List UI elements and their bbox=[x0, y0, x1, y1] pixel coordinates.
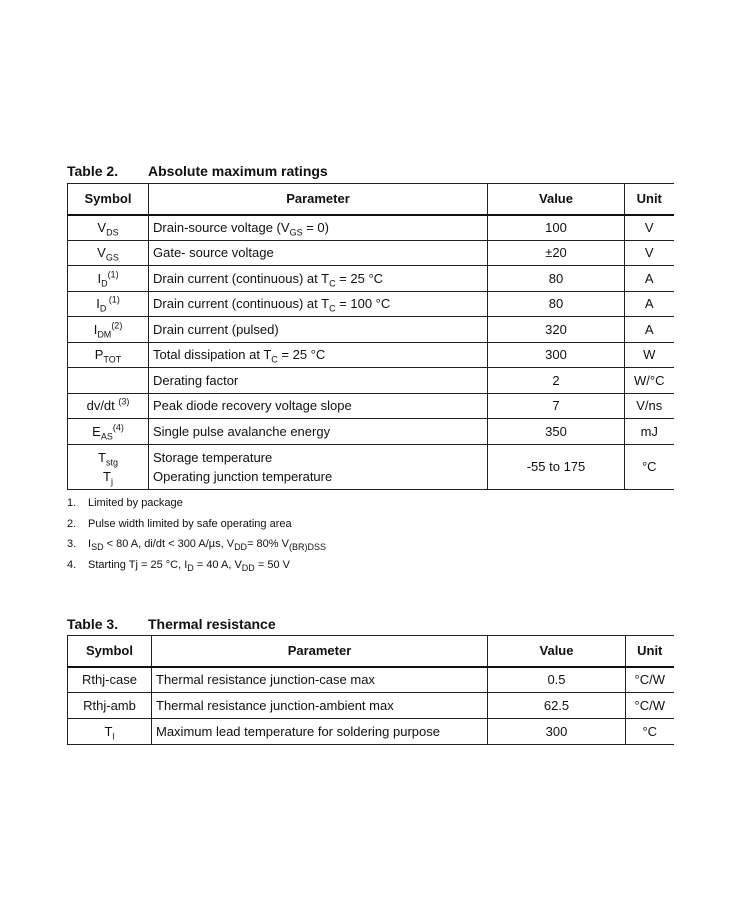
header-parameter: Parameter bbox=[152, 636, 488, 667]
symbol-subscript: TOT bbox=[103, 354, 122, 365]
value-cell: 2 bbox=[488, 368, 625, 394]
subscript: GS bbox=[289, 227, 303, 238]
table-row bbox=[68, 317, 674, 343]
text-part: Gate- source voltage bbox=[153, 245, 274, 261]
parameter-line: Operating junction temperature bbox=[153, 468, 333, 484]
symbol-main: T bbox=[98, 449, 106, 465]
symbol-main: I bbox=[97, 270, 102, 286]
subscript: D bbox=[187, 563, 194, 574]
parameter-cell bbox=[149, 317, 488, 343]
symbol-subscript: l bbox=[112, 731, 115, 742]
symbol-subscript: DS bbox=[106, 227, 119, 238]
symbol-main: I bbox=[93, 321, 98, 337]
symbol-main: T bbox=[104, 724, 113, 739]
parameter-cell bbox=[149, 393, 488, 419]
subscript: C bbox=[271, 354, 278, 365]
text-part: Peak diode recovery voltage slope bbox=[153, 398, 352, 414]
footnote bbox=[67, 516, 326, 537]
table-row bbox=[68, 719, 674, 745]
symbol-cell bbox=[68, 393, 149, 419]
value-cell: 7 bbox=[488, 393, 625, 419]
value-cell: 80 bbox=[488, 291, 625, 317]
unit-cell: A bbox=[625, 291, 674, 317]
subscript: C bbox=[329, 303, 336, 314]
header-parameter: Parameter bbox=[149, 184, 488, 215]
symbol-footnote-ref: (2) bbox=[111, 320, 123, 331]
parameter-cell bbox=[149, 240, 488, 266]
value-cell: ±20 bbox=[488, 240, 625, 266]
text-part: = 40 A, V bbox=[193, 559, 242, 572]
table-row bbox=[68, 419, 674, 445]
value-cell: 300 bbox=[488, 719, 626, 745]
text-part: = 100 °C bbox=[335, 296, 391, 312]
unit-cell: V bbox=[625, 240, 674, 266]
symbol-main: V bbox=[97, 220, 107, 235]
symbol-main: I bbox=[96, 296, 100, 312]
value-cell: 300 bbox=[488, 342, 625, 368]
table-row bbox=[68, 291, 674, 317]
symbol-main: E bbox=[92, 423, 101, 439]
symbol-cell bbox=[68, 266, 149, 292]
symbol-cell bbox=[68, 342, 149, 368]
symbol-subscript: D bbox=[99, 303, 107, 314]
text-part: Derating factor bbox=[153, 372, 239, 388]
text-part: Single pulse avalanche energy bbox=[153, 423, 331, 439]
table3-caption bbox=[67, 616, 276, 632]
value-cell: -55 to 175 bbox=[488, 444, 625, 489]
absolute-maximum-ratings-table bbox=[67, 183, 674, 490]
unit-cell: V/ns bbox=[625, 393, 674, 419]
footnote-number: 4. bbox=[67, 559, 77, 572]
value-cell: 350 bbox=[488, 419, 625, 445]
symbol-main: dv/dt bbox=[86, 398, 119, 414]
value-cell: 80 bbox=[488, 266, 625, 292]
text-part: = 0) bbox=[302, 220, 329, 235]
value-cell: 100 bbox=[488, 215, 625, 241]
symbol-main: Rthj-amb bbox=[83, 698, 136, 713]
table2-title: Absolute maximum ratings bbox=[148, 163, 328, 179]
parameter-cell bbox=[149, 342, 488, 368]
footnote-number: 1. bbox=[67, 497, 77, 509]
unit-cell: A bbox=[625, 266, 674, 292]
parameter-cell bbox=[149, 215, 488, 241]
text-part: < 80 A, di/dt < 300 A/µs, V bbox=[103, 538, 235, 551]
symbol-subscript: AS bbox=[100, 431, 113, 442]
symbol-line bbox=[72, 448, 144, 467]
parameter-cell bbox=[149, 444, 488, 489]
table2-caption bbox=[67, 163, 328, 179]
table-row bbox=[68, 266, 674, 292]
symbol-main: T bbox=[103, 468, 111, 484]
symbol-footnote-ref: (1) bbox=[107, 269, 119, 280]
symbol-cell bbox=[68, 444, 149, 489]
symbol-cell bbox=[68, 667, 152, 693]
header-unit: Unit bbox=[625, 184, 674, 215]
footnote bbox=[67, 495, 326, 516]
header-value: Value bbox=[488, 636, 626, 667]
parameter-cell bbox=[149, 368, 488, 394]
table-row bbox=[68, 693, 674, 719]
symbol-main: P bbox=[94, 347, 104, 363]
subscript: (BR)DSS bbox=[288, 542, 326, 553]
value-cell: 320 bbox=[488, 317, 625, 343]
parameter-cell bbox=[149, 291, 488, 317]
symbol-cell bbox=[68, 719, 152, 745]
symbol-main: V bbox=[97, 245, 106, 261]
text-part: = 25 °C bbox=[277, 347, 326, 363]
text-part: Total dissipation at T bbox=[153, 347, 272, 363]
symbol-cell bbox=[68, 291, 149, 317]
symbol-cell bbox=[68, 368, 149, 394]
header-value: Value bbox=[488, 184, 625, 215]
unit-cell: mJ bbox=[625, 419, 674, 445]
symbol-footnote-ref: (4) bbox=[112, 422, 124, 433]
table2-number: Table 2. bbox=[67, 163, 119, 179]
table-row bbox=[68, 342, 674, 368]
subscript: SD bbox=[91, 542, 104, 553]
footnote-number: 2. bbox=[67, 517, 77, 530]
text-part: I bbox=[88, 538, 92, 551]
text-part: Limited by package bbox=[88, 497, 183, 509]
symbol-cell bbox=[68, 419, 149, 445]
table3-title: Thermal resistance bbox=[148, 616, 276, 632]
table-row bbox=[68, 368, 674, 394]
unit-cell: V bbox=[625, 215, 674, 241]
table2-footnotes bbox=[67, 495, 326, 578]
text-part: Drain current (continuous) at T bbox=[153, 296, 330, 312]
text-part: Pulse width limited by safe operating area bbox=[88, 517, 292, 530]
subscript: C bbox=[329, 278, 336, 289]
parameter-cell: Thermal resistance junction-case max bbox=[152, 667, 488, 693]
symbol-cell bbox=[68, 317, 149, 343]
parameter-cell: Maximum lead temperature for soldering purpose bbox=[152, 719, 488, 745]
parameter-cell bbox=[149, 419, 488, 445]
table-row bbox=[68, 240, 674, 266]
table-row bbox=[68, 444, 674, 489]
symbol-subscript: GS bbox=[105, 252, 119, 263]
table-row bbox=[68, 667, 674, 693]
unit-cell: °C/W bbox=[626, 667, 674, 693]
parameter-line: Storage temperature bbox=[153, 449, 273, 465]
footnote bbox=[67, 557, 326, 578]
symbol-subscript: DM bbox=[97, 329, 112, 340]
parameter-cell bbox=[149, 266, 488, 292]
text-part: Starting Tj = 25 °C, I bbox=[88, 559, 188, 572]
header-symbol: Symbol bbox=[68, 184, 149, 215]
table-row bbox=[68, 215, 674, 241]
symbol-cell bbox=[68, 693, 152, 719]
symbol-subscript: stg bbox=[105, 457, 118, 468]
subscript: DD bbox=[241, 563, 255, 574]
thermal-resistance-table bbox=[67, 635, 674, 745]
unit-cell: A bbox=[625, 317, 674, 343]
unit-cell: °C bbox=[626, 719, 674, 745]
footnote bbox=[67, 536, 326, 557]
symbol-line bbox=[72, 467, 144, 486]
unit-cell: W bbox=[625, 342, 674, 368]
text-part: = 25 °C bbox=[335, 270, 384, 286]
unit-cell: °C bbox=[625, 444, 674, 489]
symbol-cell bbox=[68, 215, 149, 241]
subscript: DD bbox=[234, 542, 248, 553]
parameter-cell: Thermal resistance junction-ambient max bbox=[152, 693, 488, 719]
text-part: = 50 V bbox=[254, 559, 290, 572]
footnote-number: 3. bbox=[67, 538, 77, 551]
text-part: = 80% V bbox=[247, 538, 289, 551]
table-row bbox=[68, 393, 674, 419]
symbol-cell bbox=[68, 240, 149, 266]
symbol-subscript: D bbox=[101, 278, 108, 289]
unit-cell: W/°C bbox=[625, 368, 674, 394]
symbol-subscript: j bbox=[110, 476, 113, 487]
symbol-footnote-ref: (3) bbox=[118, 396, 130, 407]
header-unit: Unit bbox=[626, 636, 674, 667]
header-symbol: Symbol bbox=[68, 636, 152, 667]
symbol-main: Rthj-case bbox=[82, 672, 137, 688]
value-cell: 0.5 bbox=[488, 667, 626, 693]
unit-cell: °C/W bbox=[626, 693, 674, 719]
text-part: Drain-source voltage (V bbox=[153, 220, 290, 235]
text-part: Drain current (continuous) at T bbox=[153, 270, 330, 286]
text-part: Drain current (pulsed) bbox=[153, 321, 279, 337]
table3-number: Table 3. bbox=[67, 616, 119, 632]
value-cell: 62.5 bbox=[488, 693, 626, 719]
symbol-footnote-ref: (1) bbox=[106, 294, 120, 305]
